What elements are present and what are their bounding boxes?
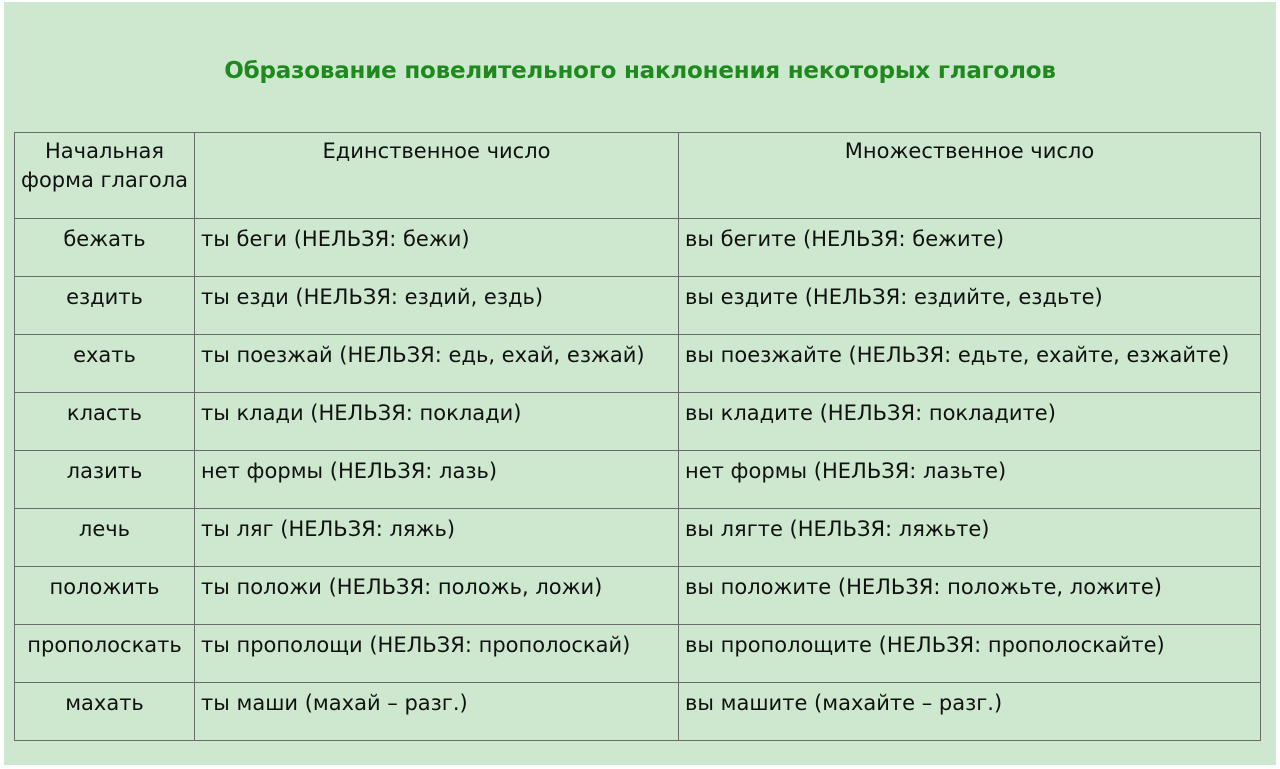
cell-plural: вы лягте (НЕЛЬЗЯ: ляжьте) [679, 509, 1261, 567]
cell-infinitive: ездить [15, 277, 195, 335]
cell-singular: нет формы (НЕЛЬЗЯ: лазь) [195, 451, 679, 509]
cell-singular: ты маши (махай – разг.) [195, 683, 679, 741]
cell-singular: ты положи (НЕЛЬЗЯ: положь, ложи) [195, 567, 679, 625]
cell-plural: вы прополощите (НЕЛЬЗЯ: прополоскайте) [679, 625, 1261, 683]
table-row [15, 625, 1261, 683]
cell-infinitive: класть [15, 393, 195, 451]
cell-singular: ты езди (НЕЛЬЗЯ: ездий, ездь) [195, 277, 679, 335]
page-title: Образование повелительного наклонения некоторых глаголов [224, 58, 1056, 84]
cell-infinitive: ехать [15, 335, 195, 393]
cell-singular: ты беги (НЕЛЬЗЯ: бежи) [195, 219, 679, 277]
cell-infinitive: положить [15, 567, 195, 625]
cell-plural: вы положите (НЕЛЬЗЯ: положьте, ложите) [679, 567, 1261, 625]
cell-plural: вы поезжайте (НЕЛЬЗЯ: едьте, ехайте, езжайте) [679, 335, 1261, 393]
table-row [15, 335, 1261, 393]
table-row [15, 393, 1261, 451]
table-row [15, 277, 1261, 335]
imperative-table [14, 132, 1261, 741]
cell-infinitive: лазить [15, 451, 195, 509]
cell-plural: вы ездите (НЕЛЬЗЯ: ездийте, ездьте) [679, 277, 1261, 335]
cell-singular: ты клади (НЕЛЬЗЯ: поклади) [195, 393, 679, 451]
table-header-row [15, 133, 1261, 219]
cell-plural: вы бегите (НЕЛЬЗЯ: бежите) [679, 219, 1261, 277]
cell-singular: ты поезжай (НЕЛЬЗЯ: едь, ехай, езжай) [195, 335, 679, 393]
table-row [15, 683, 1261, 741]
cell-infinitive: лечь [15, 509, 195, 567]
table-row [15, 451, 1261, 509]
document-page [4, 2, 1276, 765]
cell-infinitive: махать [15, 683, 195, 741]
cell-singular: ты ляг (НЕЛЬЗЯ: ляжь) [195, 509, 679, 567]
header-infinitive: Начальная форма глагола [15, 133, 195, 219]
table-row [15, 567, 1261, 625]
table-row [15, 509, 1261, 567]
cell-plural: вы машите (махайте – разг.) [679, 683, 1261, 741]
cell-singular: ты прополощи (НЕЛЬЗЯ: прополоскай) [195, 625, 679, 683]
cell-infinitive: бежать [15, 219, 195, 277]
header-plural: Множественное число [679, 133, 1261, 219]
cell-plural: нет формы (НЕЛЬЗЯ: лазьте) [679, 451, 1261, 509]
cell-plural: вы кладите (НЕЛЬЗЯ: покладите) [679, 393, 1261, 451]
cell-infinitive: прополоскать [15, 625, 195, 683]
header-singular: Единственное число [195, 133, 679, 219]
table-row [15, 219, 1261, 277]
